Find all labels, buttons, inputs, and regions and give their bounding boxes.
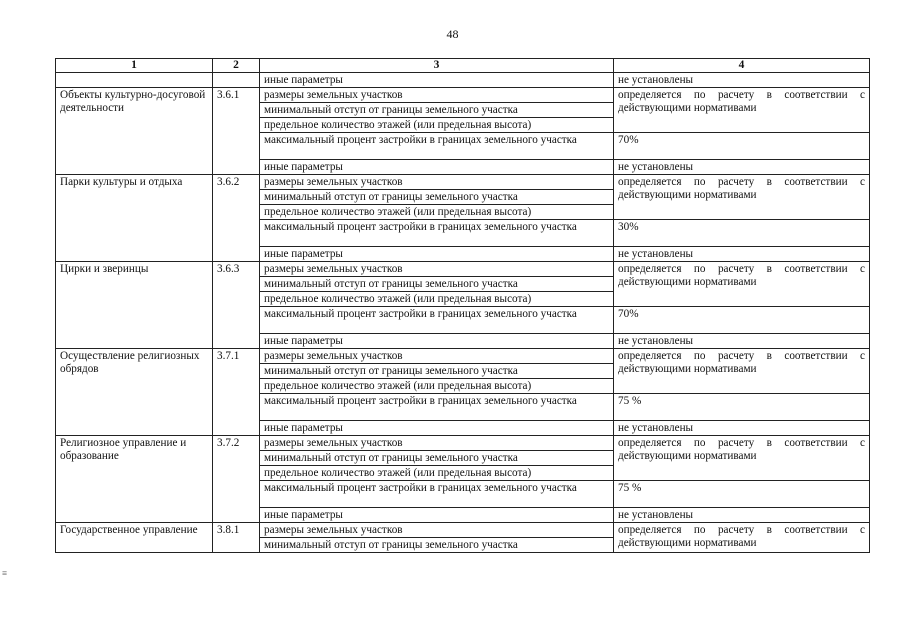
land-use-name: Осуществление религиозных обрядов [56, 349, 213, 436]
table-row [56, 436, 870, 451]
param-cell: размеры земельных участков [260, 175, 614, 190]
param-cell: предельное количество этажей (или предельная высота) [260, 466, 614, 481]
land-use-name: Государственное управление [56, 523, 213, 553]
land-use-code: 3.6.1 [213, 88, 260, 175]
header-cell: 3 [260, 59, 614, 73]
table-row [56, 523, 870, 538]
value-cell: 70% [614, 307, 870, 334]
table-row [56, 88, 870, 103]
land-use-code: 3.6.2 [213, 175, 260, 262]
param-cell: иные параметры [260, 508, 614, 523]
page-number: 48 [446, 27, 459, 41]
value-cell: определяется по расчету в соответствии с действующими нормативами [614, 88, 870, 133]
param-cell: иные параметры [260, 73, 614, 88]
land-use-code: 3.7.1 [213, 349, 260, 436]
land-use-code: 3.6.3 [213, 262, 260, 349]
value-cell: не установлены [614, 334, 870, 349]
value-cell: не установлены [614, 160, 870, 175]
margin-mark: ≡ [2, 568, 7, 578]
header-cell: 4 [614, 59, 870, 73]
param-cell: минимальный отступ от границы земельного участка [260, 103, 614, 118]
param-cell: предельное количество этажей (или предельная высота) [260, 118, 614, 133]
value-cell: 30% [614, 220, 870, 247]
value-cell: 75 % [614, 394, 870, 421]
land-use-code: 3.8.1 [213, 523, 260, 553]
value-cell: определяется по расчету в соответствии с действующими нормативами [614, 262, 870, 307]
name-cell [56, 73, 213, 88]
value-cell: не установлены [614, 73, 870, 88]
land-use-name: Объекты культурно-досуговой деятельности [56, 88, 213, 175]
zoning-parameters-table [55, 58, 870, 553]
param-cell: предельное количество этажей (или предельная высота) [260, 205, 614, 220]
param-cell: минимальный отступ от границы земельного участка [260, 277, 614, 292]
header-cell: 1 [56, 59, 213, 73]
land-use-name: Цирки и зверинцы [56, 262, 213, 349]
table-header-row [56, 59, 870, 73]
param-cell: максимальный процент застройки в границах земельного участка [260, 133, 614, 160]
param-cell: максимальный процент застройки в границах земельного участка [260, 307, 614, 334]
param-cell: размеры земельных участков [260, 436, 614, 451]
param-cell: иные параметры [260, 334, 614, 349]
param-cell: минимальный отступ от границы земельного участка [260, 451, 614, 466]
value-cell: определяется по расчету в соответствии с действующими нормативами [614, 349, 870, 394]
value-cell: определяется по расчету в соответствии с действующими нормативами [614, 523, 870, 553]
param-cell: иные параметры [260, 247, 614, 262]
land-use-name: Парки культуры и отдыха [56, 175, 213, 262]
table-body [56, 73, 870, 553]
param-cell: размеры земельных участков [260, 349, 614, 364]
param-cell: размеры земельных участков [260, 88, 614, 103]
param-cell: иные параметры [260, 421, 614, 436]
param-cell: минимальный отступ от границы земельного участка [260, 364, 614, 379]
value-cell: 75 % [614, 481, 870, 508]
table-row [56, 262, 870, 277]
param-cell: максимальный процент застройки в границах земельного участка [260, 220, 614, 247]
param-cell: максимальный процент застройки в границах земельного участка [260, 394, 614, 421]
param-cell: размеры земельных участков [260, 523, 614, 538]
param-cell: размеры земельных участков [260, 262, 614, 277]
value-cell: не установлены [614, 247, 870, 262]
land-use-code: 3.7.2 [213, 436, 260, 523]
table-row [56, 73, 870, 88]
param-cell: минимальный отступ от границы земельного участка [260, 190, 614, 205]
header-cell: 2 [213, 59, 260, 73]
param-cell: максимальный процент застройки в границах земельного участка [260, 481, 614, 508]
value-cell: определяется по расчету в соответствии с действующими нормативами [614, 175, 870, 220]
value-cell: 70% [614, 133, 870, 160]
code-cell [213, 73, 260, 88]
value-cell: определяется по расчету в соответствии с действующими нормативами [614, 436, 870, 481]
table-row [56, 175, 870, 190]
table-row [56, 349, 870, 364]
param-cell: предельное количество этажей (или предельная высота) [260, 292, 614, 307]
value-cell: не установлены [614, 508, 870, 523]
param-cell: иные параметры [260, 160, 614, 175]
value-cell: не установлены [614, 421, 870, 436]
param-cell: минимальный отступ от границы земельного участка [260, 538, 614, 553]
param-cell: предельное количество этажей (или предельная высота) [260, 379, 614, 394]
land-use-name: Религиозное управление и образование [56, 436, 213, 523]
